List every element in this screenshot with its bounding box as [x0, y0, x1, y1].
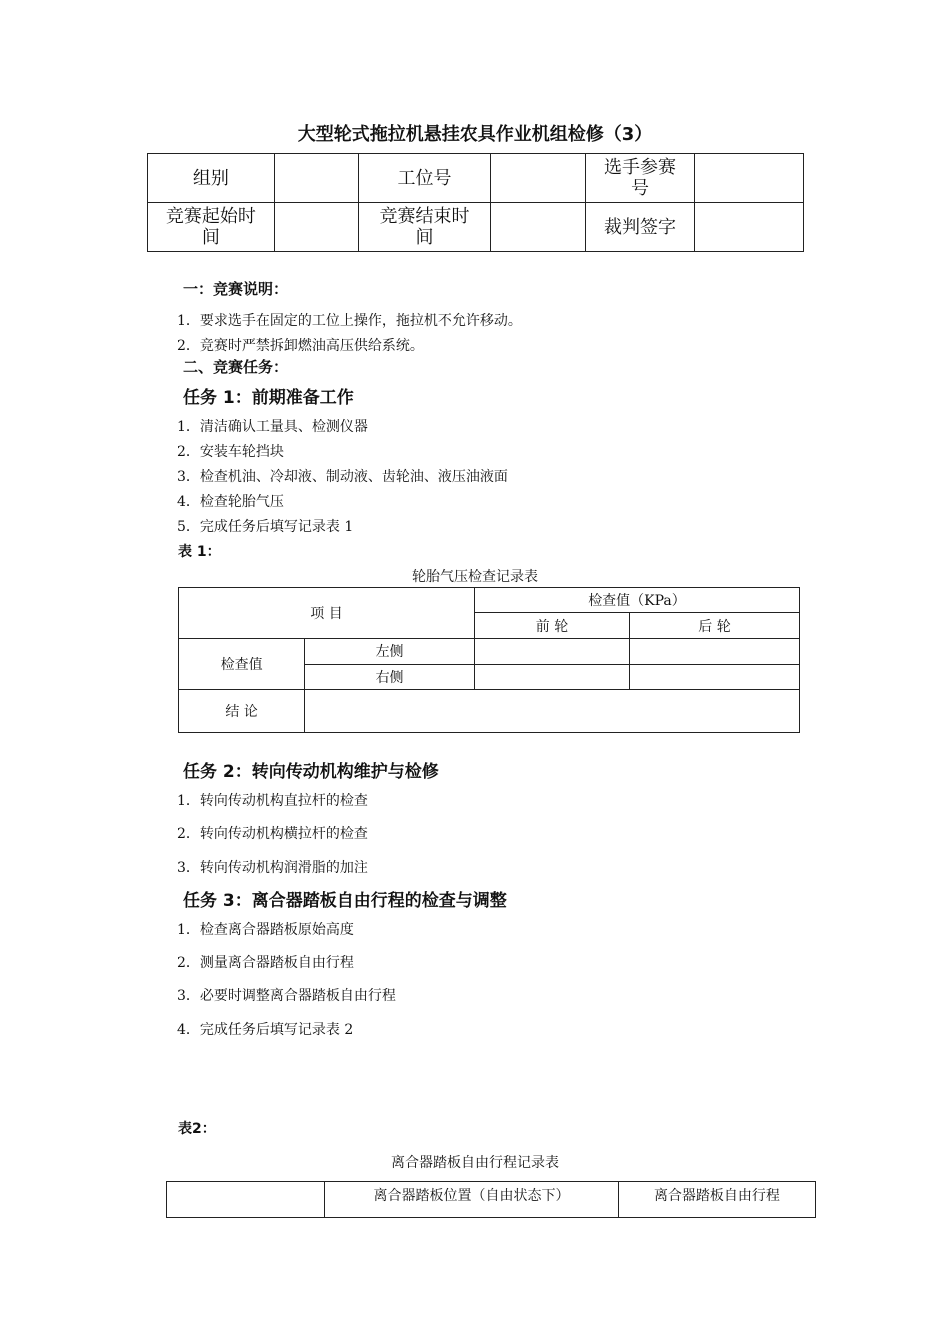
conclusion-cell[interactable] [305, 689, 800, 732]
task2-item: 2．转向传动机构横拉杆的检查 [177, 826, 368, 842]
contestant-number-label: 选手参赛号 [586, 154, 695, 203]
referee-signature-label: 裁判签字 [586, 203, 695, 252]
task3-item: 3．必要时调整离合器踏板自由行程 [177, 988, 396, 1004]
station-label: 工位号 [359, 154, 491, 203]
table1-caption: 轮胎气压检查记录表 [412, 569, 538, 585]
right-rear-cell[interactable] [630, 664, 800, 689]
section1-item: 2．竞赛时严禁拆卸燃油高压供给系统。 [177, 338, 424, 354]
task3-item: 2．测量离合器踏板自由行程 [177, 955, 354, 971]
left-rear-cell[interactable] [630, 639, 800, 664]
group-label: 组别 [148, 154, 275, 203]
task3-item: 1．检查离合器踏板原始高度 [177, 922, 354, 938]
task3-heading: 任务 3：离合器踏板自由行程的检查与调整 [183, 891, 507, 911]
task1-item: 5．完成任务后填写记录表 1 [177, 519, 354, 535]
table2-caption: 离合器踏板自由行程记录表 [391, 1155, 559, 1171]
check-value-label: 检查值 [179, 639, 305, 689]
check-value-header: 检查值（KPa） [474, 588, 799, 613]
header-table [147, 153, 804, 252]
item-header: 项 目 [179, 588, 475, 639]
task2-item: 1．转向传动机构直拉杆的检查 [177, 793, 368, 809]
referee-signature-value[interactable] [694, 203, 803, 252]
task3-item: 4．完成任务后填写记录表 2 [177, 1022, 354, 1038]
right-front-cell[interactable] [474, 664, 629, 689]
task2-heading: 任务 2：转向传动机构维护与检修 [183, 762, 439, 782]
clutch-pedal-table [166, 1181, 816, 1218]
page-title: 大型轮式拖拉机悬挂农具作业机组检修（3） [297, 124, 653, 145]
tire-pressure-table [178, 587, 800, 733]
start-time-value[interactable] [274, 203, 358, 252]
task1-item: 4．检查轮胎气压 [177, 494, 284, 510]
table2-label: 表2： [178, 1121, 216, 1137]
contestant-number-value[interactable] [694, 154, 803, 203]
task1-item: 2．安装车轮挡块 [177, 444, 284, 460]
section2-heading: 二、竞赛任务： [183, 358, 289, 376]
group-value[interactable] [274, 154, 358, 203]
front-wheel-header: 前 轮 [474, 613, 629, 639]
end-time-label: 竞赛结束时间 [359, 203, 491, 252]
pedal-free-travel-header: 离合器踏板自由行程 [618, 1182, 815, 1218]
station-value[interactable] [490, 154, 585, 203]
section1-heading: 一：竞赛说明： [183, 280, 289, 298]
task1-heading: 任务 1：前期准备工作 [183, 388, 354, 408]
task1-item: 3．检查机油、冷却液、制动液、齿轮油、液压油液面 [177, 469, 508, 485]
start-time-label: 竞赛起始时间 [148, 203, 275, 252]
end-time-value[interactable] [490, 203, 585, 252]
task2-item: 3．转向传动机构润滑脂的加注 [177, 860, 368, 876]
right-side-label: 右侧 [305, 664, 475, 689]
pedal-position-header: 离合器踏板位置（自由状态下） [325, 1182, 619, 1218]
left-side-label: 左侧 [305, 639, 475, 664]
task1-item: 1．清洁确认工量具、检测仪器 [177, 419, 368, 435]
conclusion-label: 结 论 [179, 689, 305, 732]
rear-wheel-header: 后 轮 [630, 613, 800, 639]
left-front-cell[interactable] [474, 639, 629, 664]
table1-label: 表 1： [178, 544, 221, 560]
table2-blank-header [167, 1182, 325, 1218]
section1-item: 1．要求选手在固定的工位上操作，拖拉机不允许移动。 [177, 313, 522, 329]
